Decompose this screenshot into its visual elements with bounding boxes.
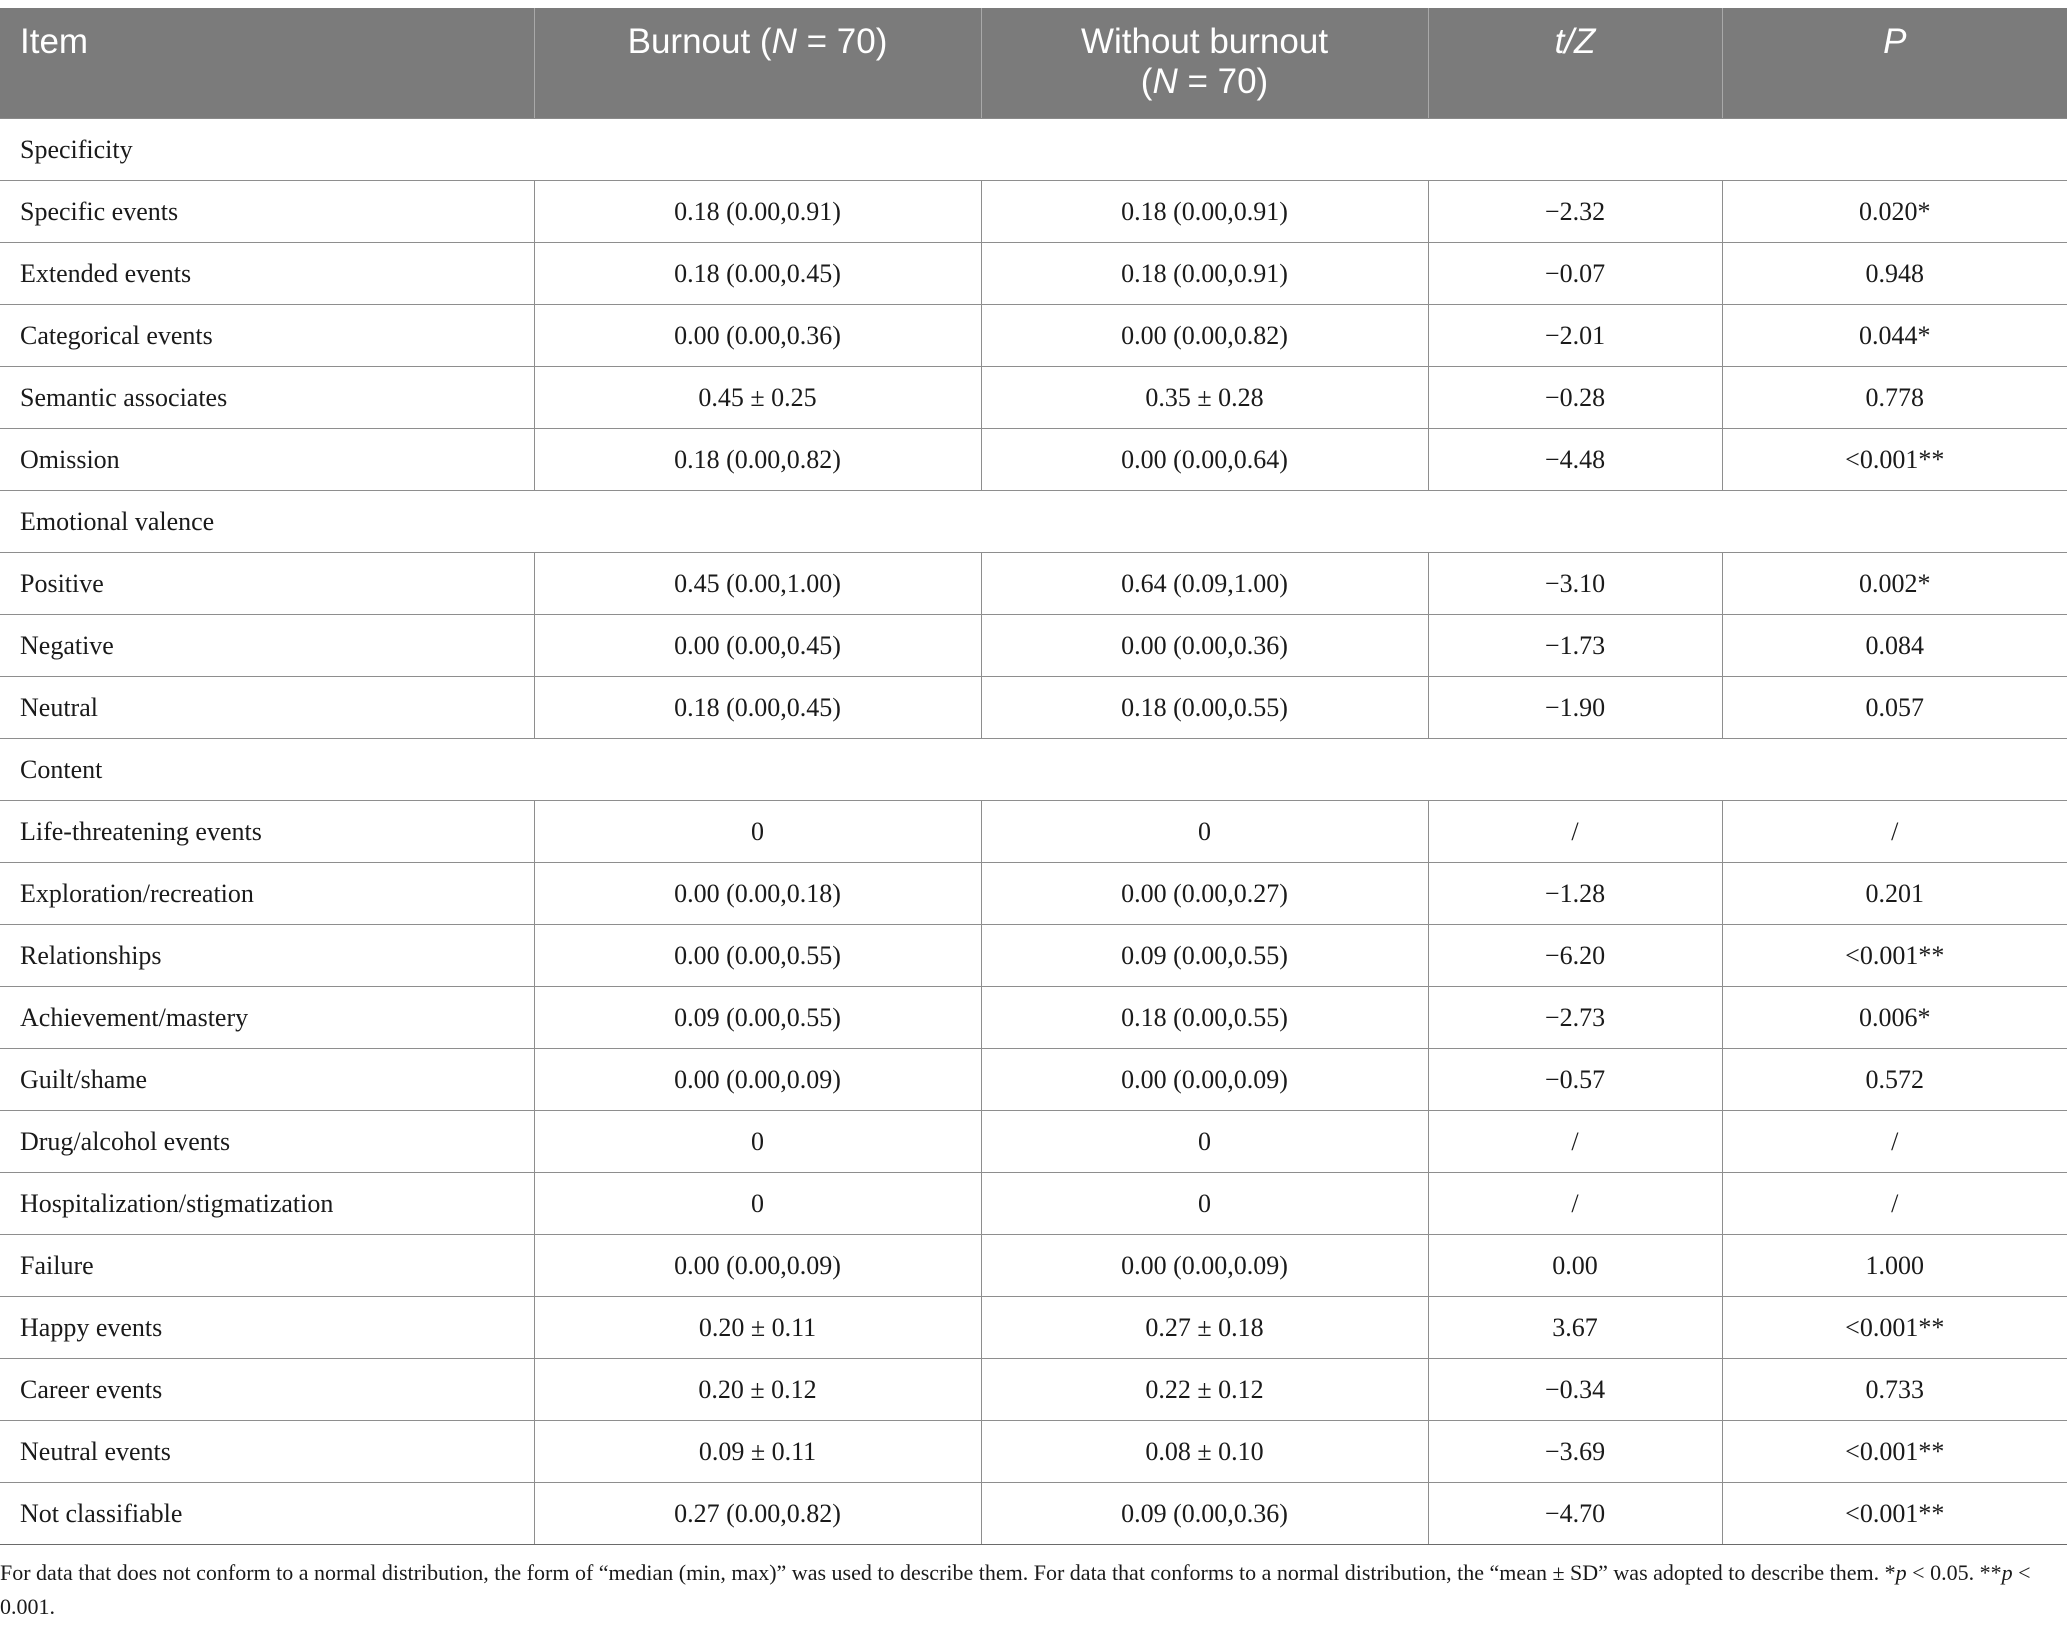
cell-without-burnout: 0.09 (0.00,0.55) bbox=[981, 925, 1428, 987]
cell-t-z: −6.20 bbox=[1428, 925, 1722, 987]
cell-t-z: / bbox=[1428, 801, 1722, 863]
cell-t-z: −2.01 bbox=[1428, 305, 1722, 367]
cell-t-z: −0.57 bbox=[1428, 1049, 1722, 1111]
table-row bbox=[0, 243, 2067, 305]
section-title: Content bbox=[0, 739, 2067, 801]
cell-burnout: 0 bbox=[534, 1173, 981, 1235]
table-footnote: For data that does not conform to a normal distribution, the form of “median (min, max)” was used to describe them. For data that conforms to a normal distribution, the “mean ± SD” was adopted to describe them. *p < 0.05. **p < 0.001. bbox=[0, 1560, 2031, 1619]
cell-without-burnout: 0.08 ± 0.10 bbox=[981, 1421, 1428, 1483]
cell-item: Achievement/mastery bbox=[0, 987, 534, 1049]
cell-item: Happy events bbox=[0, 1297, 534, 1359]
table-row bbox=[0, 1111, 2067, 1173]
cell-t-z: −2.73 bbox=[1428, 987, 1722, 1049]
table-row bbox=[0, 429, 2067, 491]
table-row bbox=[0, 1049, 2067, 1111]
cell-p: 1.000 bbox=[1722, 1235, 2067, 1297]
table-row bbox=[0, 677, 2067, 739]
table-row bbox=[0, 367, 2067, 429]
table-row bbox=[0, 801, 2067, 863]
cell-burnout: 0.27 (0.00,0.82) bbox=[534, 1483, 981, 1545]
table-row bbox=[0, 1297, 2067, 1359]
cell-burnout: 0.00 (0.00,0.09) bbox=[534, 1049, 981, 1111]
table-row bbox=[0, 863, 2067, 925]
cell-p: 0.057 bbox=[1722, 677, 2067, 739]
cell-p: / bbox=[1722, 1111, 2067, 1173]
cell-item: Drug/alcohol events bbox=[0, 1111, 534, 1173]
cell-item: Negative bbox=[0, 615, 534, 677]
cell-burnout: 0 bbox=[534, 801, 981, 863]
cell-p: <0.001** bbox=[1722, 429, 2067, 491]
cell-item: Exploration/recreation bbox=[0, 863, 534, 925]
cell-t-z: 3.67 bbox=[1428, 1297, 1722, 1359]
cell-without-burnout: 0.27 ± 0.18 bbox=[981, 1297, 1428, 1359]
cell-p: <0.001** bbox=[1722, 1421, 2067, 1483]
cell-p: / bbox=[1722, 801, 2067, 863]
cell-t-z: −4.70 bbox=[1428, 1483, 1722, 1545]
cell-item: Extended events bbox=[0, 243, 534, 305]
table-row bbox=[0, 987, 2067, 1049]
cell-p: 0.020* bbox=[1722, 181, 2067, 243]
header-row bbox=[0, 8, 2067, 119]
cell-t-z: −0.07 bbox=[1428, 243, 1722, 305]
cell-item: Omission bbox=[0, 429, 534, 491]
table-row bbox=[0, 1421, 2067, 1483]
table-row bbox=[0, 181, 2067, 243]
cell-t-z: −1.28 bbox=[1428, 863, 1722, 925]
cell-item: Not classifiable bbox=[0, 1483, 534, 1545]
cell-burnout: 0.00 (0.00,0.36) bbox=[534, 305, 981, 367]
cell-burnout: 0.18 (0.00,0.45) bbox=[534, 677, 981, 739]
cell-without-burnout: 0.18 (0.00,0.91) bbox=[981, 243, 1428, 305]
cell-burnout: 0.09 (0.00,0.55) bbox=[534, 987, 981, 1049]
cell-without-burnout: 0.18 (0.00,0.55) bbox=[981, 677, 1428, 739]
cell-item: Semantic associates bbox=[0, 367, 534, 429]
cell-item: Failure bbox=[0, 1235, 534, 1297]
cell-burnout: 0.00 (0.00,0.09) bbox=[534, 1235, 981, 1297]
cell-t-z: −3.69 bbox=[1428, 1421, 1722, 1483]
cell-burnout: 0.45 ± 0.25 bbox=[534, 367, 981, 429]
cell-burnout: 0.09 ± 0.11 bbox=[534, 1421, 981, 1483]
cell-p: / bbox=[1722, 1173, 2067, 1235]
header-without-burnout: Without burnout (N = 70) bbox=[981, 8, 1428, 119]
cell-without-burnout: 0.22 ± 0.12 bbox=[981, 1359, 1428, 1421]
table-row bbox=[0, 1359, 2067, 1421]
cell-item: Career events bbox=[0, 1359, 534, 1421]
cell-item: Positive bbox=[0, 553, 534, 615]
cell-burnout: 0.20 ± 0.11 bbox=[534, 1297, 981, 1359]
table-row bbox=[0, 1483, 2067, 1545]
cell-item: Relationships bbox=[0, 925, 534, 987]
cell-burnout: 0.00 (0.00,0.45) bbox=[534, 615, 981, 677]
cell-t-z: / bbox=[1428, 1111, 1722, 1173]
cell-t-z: −2.32 bbox=[1428, 181, 1722, 243]
table-row bbox=[0, 925, 2067, 987]
cell-burnout: 0 bbox=[534, 1111, 981, 1173]
cell-p: 0.572 bbox=[1722, 1049, 2067, 1111]
cell-without-burnout: 0 bbox=[981, 801, 1428, 863]
cell-p: 0.002* bbox=[1722, 553, 2067, 615]
cell-item: Specific events bbox=[0, 181, 534, 243]
table-row bbox=[0, 615, 2067, 677]
results-table bbox=[0, 8, 2067, 1545]
cell-item: Guilt/shame bbox=[0, 1049, 534, 1111]
cell-t-z: 0.00 bbox=[1428, 1235, 1722, 1297]
cell-t-z: / bbox=[1428, 1173, 1722, 1235]
cell-without-burnout: 0.00 (0.00,0.64) bbox=[981, 429, 1428, 491]
cell-burnout: 0.00 (0.00,0.18) bbox=[534, 863, 981, 925]
cell-without-burnout: 0.18 (0.00,0.91) bbox=[981, 181, 1428, 243]
cell-burnout: 0.18 (0.00,0.82) bbox=[534, 429, 981, 491]
cell-without-burnout: 0.18 (0.00,0.55) bbox=[981, 987, 1428, 1049]
cell-t-z: −4.48 bbox=[1428, 429, 1722, 491]
cell-burnout: 0.18 (0.00,0.45) bbox=[534, 243, 981, 305]
cell-item: Life-threatening events bbox=[0, 801, 534, 863]
cell-p: 0.084 bbox=[1722, 615, 2067, 677]
cell-without-burnout: 0.00 (0.00,0.82) bbox=[981, 305, 1428, 367]
cell-t-z: −0.28 bbox=[1428, 367, 1722, 429]
header-burnout: Burnout (N = 70) bbox=[534, 8, 981, 119]
section-row bbox=[0, 739, 2067, 801]
section-row bbox=[0, 491, 2067, 553]
cell-p: <0.001** bbox=[1722, 1483, 2067, 1545]
cell-burnout: 0.20 ± 0.12 bbox=[534, 1359, 981, 1421]
table-row bbox=[0, 1235, 2067, 1297]
cell-without-burnout: 0.64 (0.09,1.00) bbox=[981, 553, 1428, 615]
cell-t-z: −3.10 bbox=[1428, 553, 1722, 615]
header-p: P bbox=[1722, 8, 2067, 119]
cell-without-burnout: 0 bbox=[981, 1111, 1428, 1173]
table-row bbox=[0, 553, 2067, 615]
cell-p: 0.778 bbox=[1722, 367, 2067, 429]
cell-item: Hospitalization/stigmatization bbox=[0, 1173, 534, 1235]
section-row bbox=[0, 119, 2067, 181]
section-title: Specificity bbox=[0, 119, 2067, 181]
cell-t-z: −1.73 bbox=[1428, 615, 1722, 677]
cell-t-z: −1.90 bbox=[1428, 677, 1722, 739]
cell-p: <0.001** bbox=[1722, 925, 2067, 987]
cell-without-burnout: 0 bbox=[981, 1173, 1428, 1235]
cell-t-z: −0.34 bbox=[1428, 1359, 1722, 1421]
cell-item: Neutral bbox=[0, 677, 534, 739]
cell-p: 0.201 bbox=[1722, 863, 2067, 925]
results-table-container bbox=[0, 8, 2067, 1545]
cell-p: 0.733 bbox=[1722, 1359, 2067, 1421]
section-title: Emotional valence bbox=[0, 491, 2067, 553]
cell-p: <0.001** bbox=[1722, 1297, 2067, 1359]
cell-without-burnout: 0.35 ± 0.28 bbox=[981, 367, 1428, 429]
table-row bbox=[0, 1173, 2067, 1235]
header-item: Item bbox=[0, 8, 534, 119]
cell-without-burnout: 0.00 (0.00,0.09) bbox=[981, 1049, 1428, 1111]
table-row bbox=[0, 305, 2067, 367]
table-header bbox=[0, 8, 2067, 119]
table-body bbox=[0, 119, 2067, 1545]
cell-burnout: 0.45 (0.00,1.00) bbox=[534, 553, 981, 615]
cell-without-burnout: 0.00 (0.00,0.27) bbox=[981, 863, 1428, 925]
cell-burnout: 0.00 (0.00,0.55) bbox=[534, 925, 981, 987]
cell-p: 0.044* bbox=[1722, 305, 2067, 367]
cell-item: Categorical events bbox=[0, 305, 534, 367]
cell-without-burnout: 0.00 (0.00,0.36) bbox=[981, 615, 1428, 677]
cell-p: 0.948 bbox=[1722, 243, 2067, 305]
cell-without-burnout: 0.00 (0.00,0.09) bbox=[981, 1235, 1428, 1297]
cell-burnout: 0.18 (0.00,0.91) bbox=[534, 181, 981, 243]
cell-without-burnout: 0.09 (0.00,0.36) bbox=[981, 1483, 1428, 1545]
cell-item: Neutral events bbox=[0, 1421, 534, 1483]
cell-p: 0.006* bbox=[1722, 987, 2067, 1049]
header-t-z: t/Z bbox=[1428, 8, 1722, 119]
